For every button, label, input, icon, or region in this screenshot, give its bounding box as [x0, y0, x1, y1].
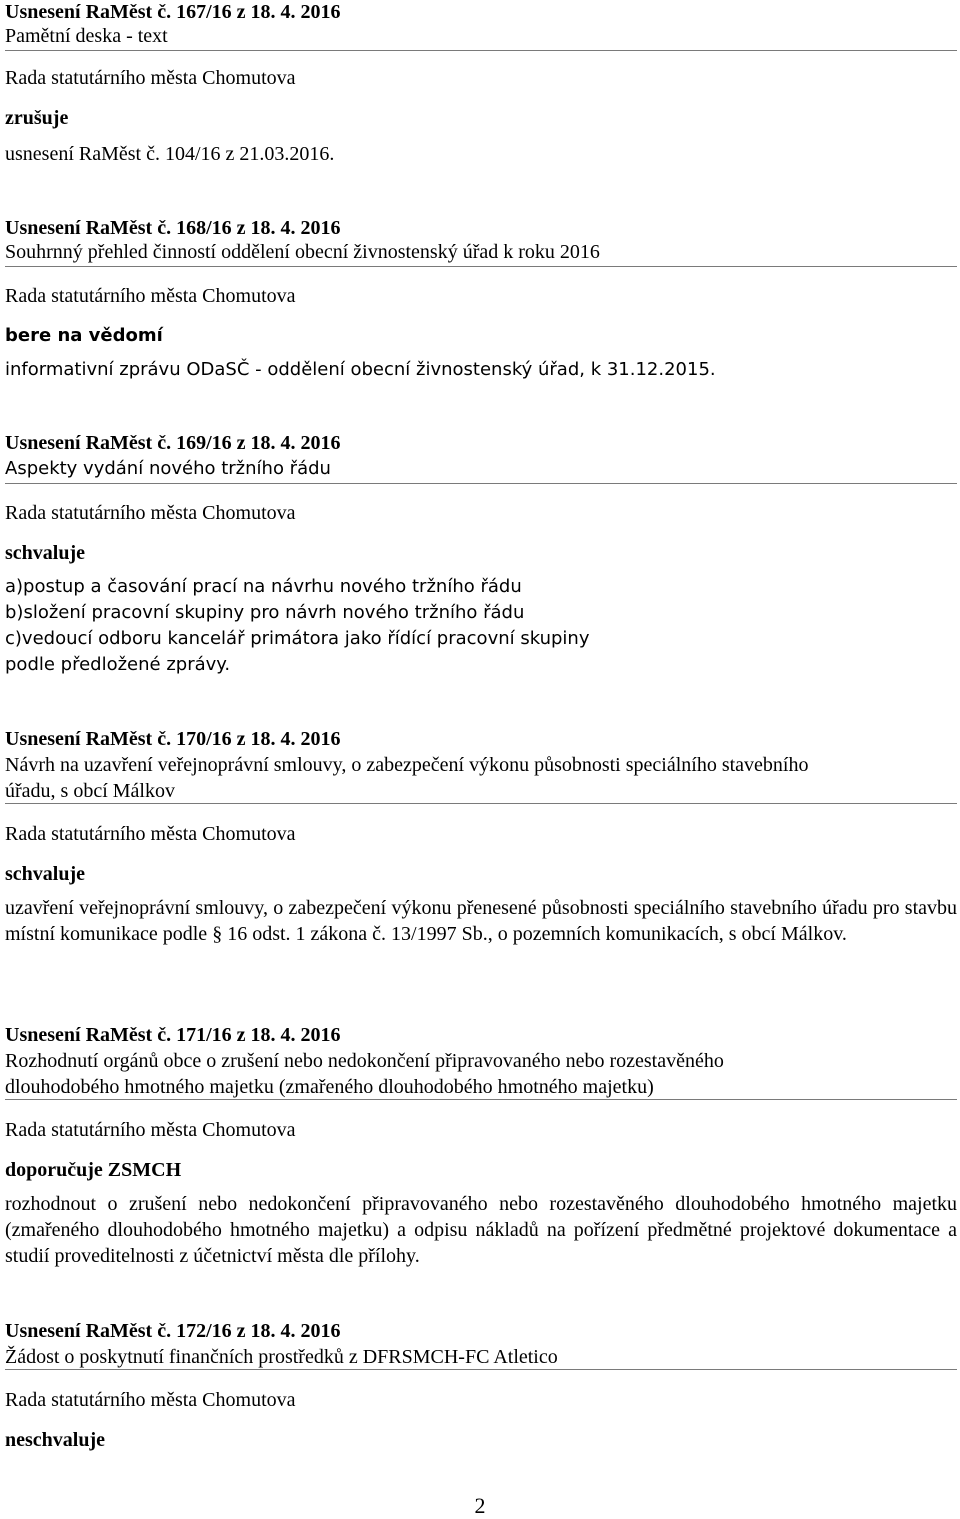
- resolution-subject: Pamětní deska - text: [5, 25, 168, 47]
- resolution-subject-line: úřadu, s obcí Málkov: [5, 780, 175, 802]
- council-name: Rada statutárního města Chomutova: [5, 285, 296, 307]
- resolution-verb: doporučuje ZSMCH: [5, 1159, 182, 1181]
- resolution-heading: Usnesení RaMěst č. 172/16 z 18. 4. 2016: [5, 1320, 341, 1342]
- subject-divider: [5, 50, 957, 51]
- resolution-text-line: b)složení pracovní skupiny pro návrh nového tržního řádu: [5, 602, 525, 623]
- subject-divider: [5, 1369, 957, 1370]
- resolution-subject: Žádost o poskytnutí finančních prostředků z DFRSMCH-FC Atletico: [5, 1346, 558, 1368]
- page-number: 2: [474, 1493, 486, 1518]
- resolution-verb: neschvaluje: [5, 1429, 105, 1451]
- resolution-text: informativní zprávu ODaSČ - oddělení obecní živnostenský úřad, k 31.12.2015.: [5, 359, 716, 380]
- council-name: Rada statutárního města Chomutova: [5, 823, 296, 845]
- resolution-heading: Usnesení RaMěst č. 170/16 z 18. 4. 2016: [5, 728, 341, 750]
- resolution-text: usnesení RaMěst č. 104/16 z 21.03.2016.: [5, 143, 335, 165]
- council-name: Rada statutárního města Chomutova: [5, 502, 296, 524]
- resolution-text-line: a)postup a časování prací na návrhu nového tržního řádu: [5, 576, 522, 597]
- subject-divider: [5, 803, 957, 804]
- council-name: Rada statutárního města Chomutova: [5, 1389, 296, 1411]
- subject-divider: [5, 1099, 957, 1100]
- resolution-subject: Aspekty vydání nového tržního řádu: [5, 458, 331, 479]
- resolution-subject: Souhrnný přehled činností oddělení obecní živnostenský úřad k roku 2016: [5, 241, 600, 263]
- resolution-verb: zrušuje: [5, 107, 69, 129]
- resolution-text: uzavření veřejnoprávní smlouvy, o zabezpečení výkonu přenesené působnosti speciálního stavebního úřadu pro stavbu místní komunikace podle § 16 odst. 1 zákona č. 13/1997 Sb., o pozemních komunikacích, s obcí Málkov.: [5, 897, 957, 945]
- resolution-text: rozhodnout o zrušení nebo nedokončení připravovaného nebo rozestavěného dlouhodobého hmotného majetku (zmařeného dlouhodobého hmotného majetku) a odpisu nákladů na pořízení předmětné projektové dokumentace a studií proveditelnosti z účetnictví města dle přílohy.: [5, 1193, 957, 1267]
- resolution-subject-line: Návrh na uzavření veřejnoprávní smlouvy, o zabezpečení výkonu působnosti speciálního stavebního: [5, 754, 809, 776]
- resolution-heading: Usnesení RaMěst č. 168/16 z 18. 4. 2016: [5, 217, 341, 239]
- resolution-verb: bere na vědomí: [5, 325, 163, 346]
- resolution-subject-line: Rozhodnutí orgánů obce o zrušení nebo nedokončení připravovaného nebo rozestavěného: [5, 1050, 724, 1072]
- council-name: Rada statutárního města Chomutova: [5, 67, 296, 89]
- resolution-heading: Usnesení RaMěst č. 171/16 z 18. 4. 2016: [5, 1024, 341, 1046]
- resolution-verb: schvaluje: [5, 542, 85, 564]
- council-name: Rada statutárního města Chomutova: [5, 1119, 296, 1141]
- resolution-subject-line: dlouhodobého hmotného majetku (zmařeného dlouhodobého hmotného majetku): [5, 1076, 654, 1098]
- resolution-heading: Usnesení RaMěst č. 169/16 z 18. 4. 2016: [5, 432, 341, 454]
- resolution-heading: Usnesení RaMěst č. 167/16 z 18. 4. 2016: [5, 1, 341, 23]
- subject-divider: [5, 266, 957, 267]
- subject-divider: [5, 483, 957, 484]
- resolution-verb: schvaluje: [5, 863, 85, 885]
- resolution-text-line: podle předložené zprávy.: [5, 654, 231, 675]
- resolution-text-line: c)vedoucí odboru kancelář primátora jako řídící pracovní skupiny: [5, 628, 590, 649]
